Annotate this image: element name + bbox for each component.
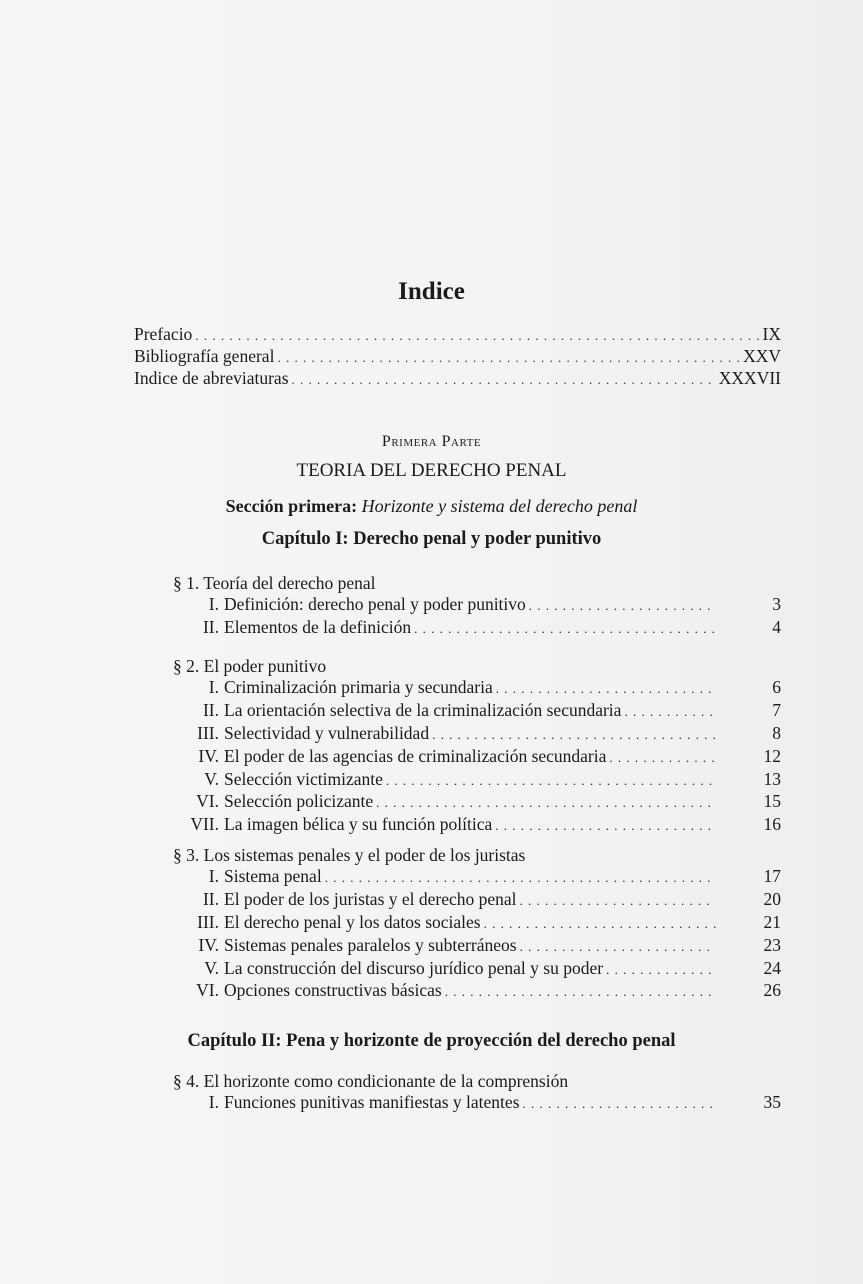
toc-entry[interactable]: [173, 769, 781, 792]
leader-dots: [195, 325, 759, 346]
entry-page: 3: [772, 593, 781, 614]
entry-label: Funciones punitivas manifiestas y latentes: [224, 1091, 520, 1112]
leader-dots: [277, 347, 740, 368]
leader-dots: [386, 771, 716, 792]
entry-number: III.: [197, 911, 219, 932]
entry-label: Definición: derecho penal y poder punitivo: [224, 593, 526, 614]
entry-label: Prefacio: [134, 324, 193, 344]
toc-entry[interactable]: [173, 791, 781, 814]
entry-label: Bibliografía general: [134, 346, 275, 366]
leader-dots: [529, 596, 716, 617]
entry-page: 7: [772, 699, 781, 720]
page-title: Indice: [398, 278, 465, 305]
toc-entry[interactable]: [173, 617, 781, 640]
leader-dots: [495, 816, 716, 837]
front-matter-entry[interactable]: [134, 346, 781, 368]
toc-entry[interactable]: [173, 723, 781, 746]
leader-dots: [376, 793, 716, 814]
toc-section-4: [173, 1071, 781, 1115]
entry-number: I.: [208, 676, 219, 697]
entry-label: La orientación selectiva de la criminalización secundaria: [224, 699, 622, 720]
leader-dots: [606, 960, 716, 981]
front-matter-entry[interactable]: [134, 368, 781, 390]
leader-dots: [325, 868, 716, 889]
front-matter-list: [134, 324, 781, 390]
entry-page: 12: [763, 745, 781, 766]
entry-page: 20: [763, 888, 781, 909]
front-matter-entry[interactable]: [134, 324, 781, 346]
section-heading[interactable]: § 1. Teoría del derecho penal: [173, 573, 376, 593]
entry-page: 13: [763, 768, 781, 789]
entry-label: El poder de los juristas y el derecho penal: [224, 888, 517, 909]
entry-number: I.: [208, 593, 219, 614]
leader-dots: [609, 748, 716, 769]
entry-number: V.: [204, 957, 219, 978]
entry-label: La construcción del discurso jurídico penal y su poder: [224, 957, 604, 978]
entry-page: 23: [763, 934, 781, 955]
entry-page: 26: [763, 980, 781, 1001]
chapter-heading: Capítulo I: Derecho penal y poder punitivo: [261, 529, 602, 549]
entry-page: 35: [763, 1091, 781, 1112]
entry-label: Sistema penal: [224, 865, 322, 886]
entry-page: XXV: [743, 346, 781, 366]
toc-entry[interactable]: [173, 958, 781, 981]
entry-page: 8: [772, 722, 781, 743]
entry-label: Opciones constructivas básicas: [224, 980, 442, 1001]
section-prefix: Sección primera:: [225, 496, 358, 516]
toc-entry[interactable]: [173, 746, 781, 769]
entry-number: IV.: [198, 934, 219, 955]
entry-page: XXXVII: [718, 368, 781, 388]
part-label: Primera Parte: [381, 433, 482, 450]
leader-dots: [520, 891, 716, 912]
entry-number: VII.: [190, 814, 219, 835]
entry-number: V.: [204, 768, 219, 789]
entry-page: 6: [772, 676, 781, 697]
entry-number: II.: [202, 888, 219, 909]
entry-number: VI.: [196, 980, 219, 1001]
leader-dots: [624, 702, 716, 723]
entry-label: Selectividad y vulnerabilidad: [224, 722, 430, 743]
entry-label: Indice de abreviaturas: [134, 368, 289, 388]
toc-entry[interactable]: [173, 889, 781, 912]
toc-entry[interactable]: [173, 935, 781, 958]
entry-page: IX: [762, 324, 781, 344]
toc-entry[interactable]: [173, 980, 781, 1003]
toc-entry[interactable]: [173, 814, 781, 837]
toc-entry[interactable]: [173, 677, 781, 700]
entry-page: 15: [763, 791, 781, 812]
entry-page: 21: [763, 911, 781, 932]
entry-label: La imagen bélica y su función política: [224, 814, 493, 835]
toc-entry[interactable]: [173, 1092, 781, 1115]
entry-page: 17: [763, 865, 781, 886]
leader-dots: [520, 937, 716, 958]
entry-label: Elementos de la definición: [224, 616, 412, 637]
bleed-through-text: [140, 95, 820, 210]
entry-label: El derecho penal y los datos sociales: [224, 911, 481, 932]
part-title: TEORIA DEL DERECHO PENAL: [296, 460, 567, 481]
section-heading[interactable]: § 4. El horizonte como condicionante de la comprensión: [173, 1071, 569, 1091]
toc-section-3: [173, 845, 781, 1003]
entry-page: 24: [763, 957, 781, 978]
section-heading[interactable]: § 3. Los sistemas penales y el poder de los juristas: [173, 845, 526, 865]
entry-label: Criminalización primaria y secundaria: [224, 676, 493, 697]
entry-number: I.: [208, 865, 219, 886]
entry-number: IV.: [198, 745, 219, 766]
section-heading[interactable]: § 2. El poder punitivo: [173, 656, 327, 676]
entry-number: III.: [197, 722, 219, 743]
entry-number: I.: [208, 1091, 219, 1112]
toc-entry[interactable]: [173, 700, 781, 723]
entry-label: Sistemas penales paralelos y subterráneos: [224, 934, 517, 955]
leader-dots: [484, 914, 716, 935]
entry-number: VI.: [196, 791, 219, 812]
entry-label: Selección victimizante: [224, 768, 383, 789]
entry-label: Selección policizante: [224, 791, 374, 812]
section-title: [0, 496, 863, 517]
entry-number: II.: [202, 699, 219, 720]
toc-entry[interactable]: [173, 594, 781, 617]
entry-page: 16: [763, 814, 781, 835]
chapter-heading: Capítulo II: Pena y horizonte de proyección del derecho penal: [187, 1031, 676, 1051]
entry-number: II.: [202, 616, 219, 637]
leader-dots: [292, 369, 716, 390]
leader-dots: [523, 1094, 716, 1115]
toc-entry[interactable]: [173, 866, 781, 889]
leader-dots: [445, 982, 716, 1003]
toc-section-1: [173, 573, 781, 640]
toc-section-2: [173, 656, 781, 837]
entry-label: El poder de las agencias de criminalización secundaria: [224, 745, 607, 766]
leader-dots: [414, 619, 716, 640]
toc-entry[interactable]: [173, 912, 781, 935]
leader-dots: [496, 679, 716, 700]
leader-dots: [432, 725, 716, 746]
entry-page: 4: [772, 616, 781, 637]
section-name: Horizonte y sistema del derecho penal: [361, 496, 638, 516]
